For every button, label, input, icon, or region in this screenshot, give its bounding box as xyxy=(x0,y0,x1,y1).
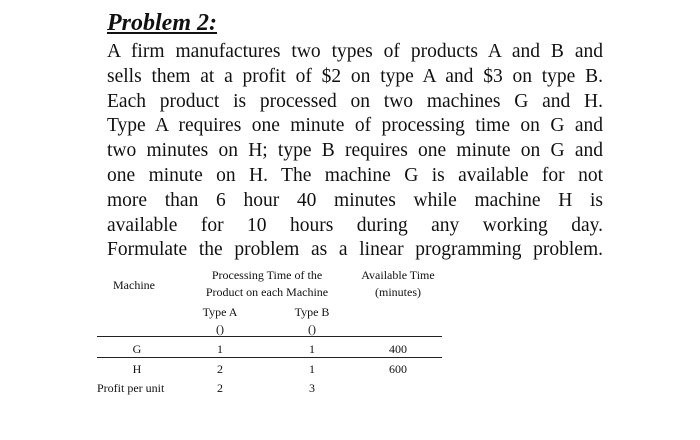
header-type-a-unit: () xyxy=(216,322,224,336)
problem-heading: Problem 2: xyxy=(107,10,217,36)
row-type-a-value: 2 xyxy=(217,381,223,395)
table-mid-rule xyxy=(97,357,442,358)
statement-line: available for 10 hours during any working day. xyxy=(107,214,603,236)
statement-line: one minute on H. The machine G is available for not xyxy=(107,164,603,186)
header-machine: Machine xyxy=(113,278,155,292)
row-type-b-value: 1 xyxy=(309,342,315,356)
statement-line: A firm manufactures two types of products A and B and xyxy=(107,41,603,62)
statement-line: Type A requires one minute of processing time on G and xyxy=(107,115,603,137)
row-label: G xyxy=(132,342,142,356)
row-available-time: 600 xyxy=(389,362,407,376)
header-available-line1: Available Time xyxy=(361,268,435,282)
row-label: H xyxy=(132,362,142,376)
row-type-a-value: 2 xyxy=(217,362,223,376)
header-available-line2: (minutes) xyxy=(375,285,421,299)
statement-line: Each product is processed on two machines G and H. xyxy=(107,90,603,112)
table-top-rule xyxy=(97,336,442,337)
header-processing-line2: Product on each Machine xyxy=(205,285,329,299)
header-type-a: Type A xyxy=(202,305,238,319)
header-type-b: Type B xyxy=(294,305,330,319)
problem-statement xyxy=(107,40,603,263)
row-type-b-value: 3 xyxy=(309,381,315,395)
row-label: Profit per unit xyxy=(97,381,165,395)
header-processing-line1: Processing Time of the xyxy=(211,268,323,282)
header-type-b-unit: () xyxy=(308,322,316,336)
statement-line: two minutes on H; type B requires one minute on G and xyxy=(107,140,603,162)
statement-line: Formulate the problem as a linear programming problem. xyxy=(107,239,603,261)
row-type-a-value: 1 xyxy=(217,342,223,356)
statement-line: sells them at a profit of $2 on type A and $3 on type B. xyxy=(107,65,603,87)
row-type-b-value: 1 xyxy=(309,362,315,376)
statement-line: more than 6 hour 40 minutes while machine H is xyxy=(107,189,603,211)
row-available-time: 400 xyxy=(389,342,407,356)
